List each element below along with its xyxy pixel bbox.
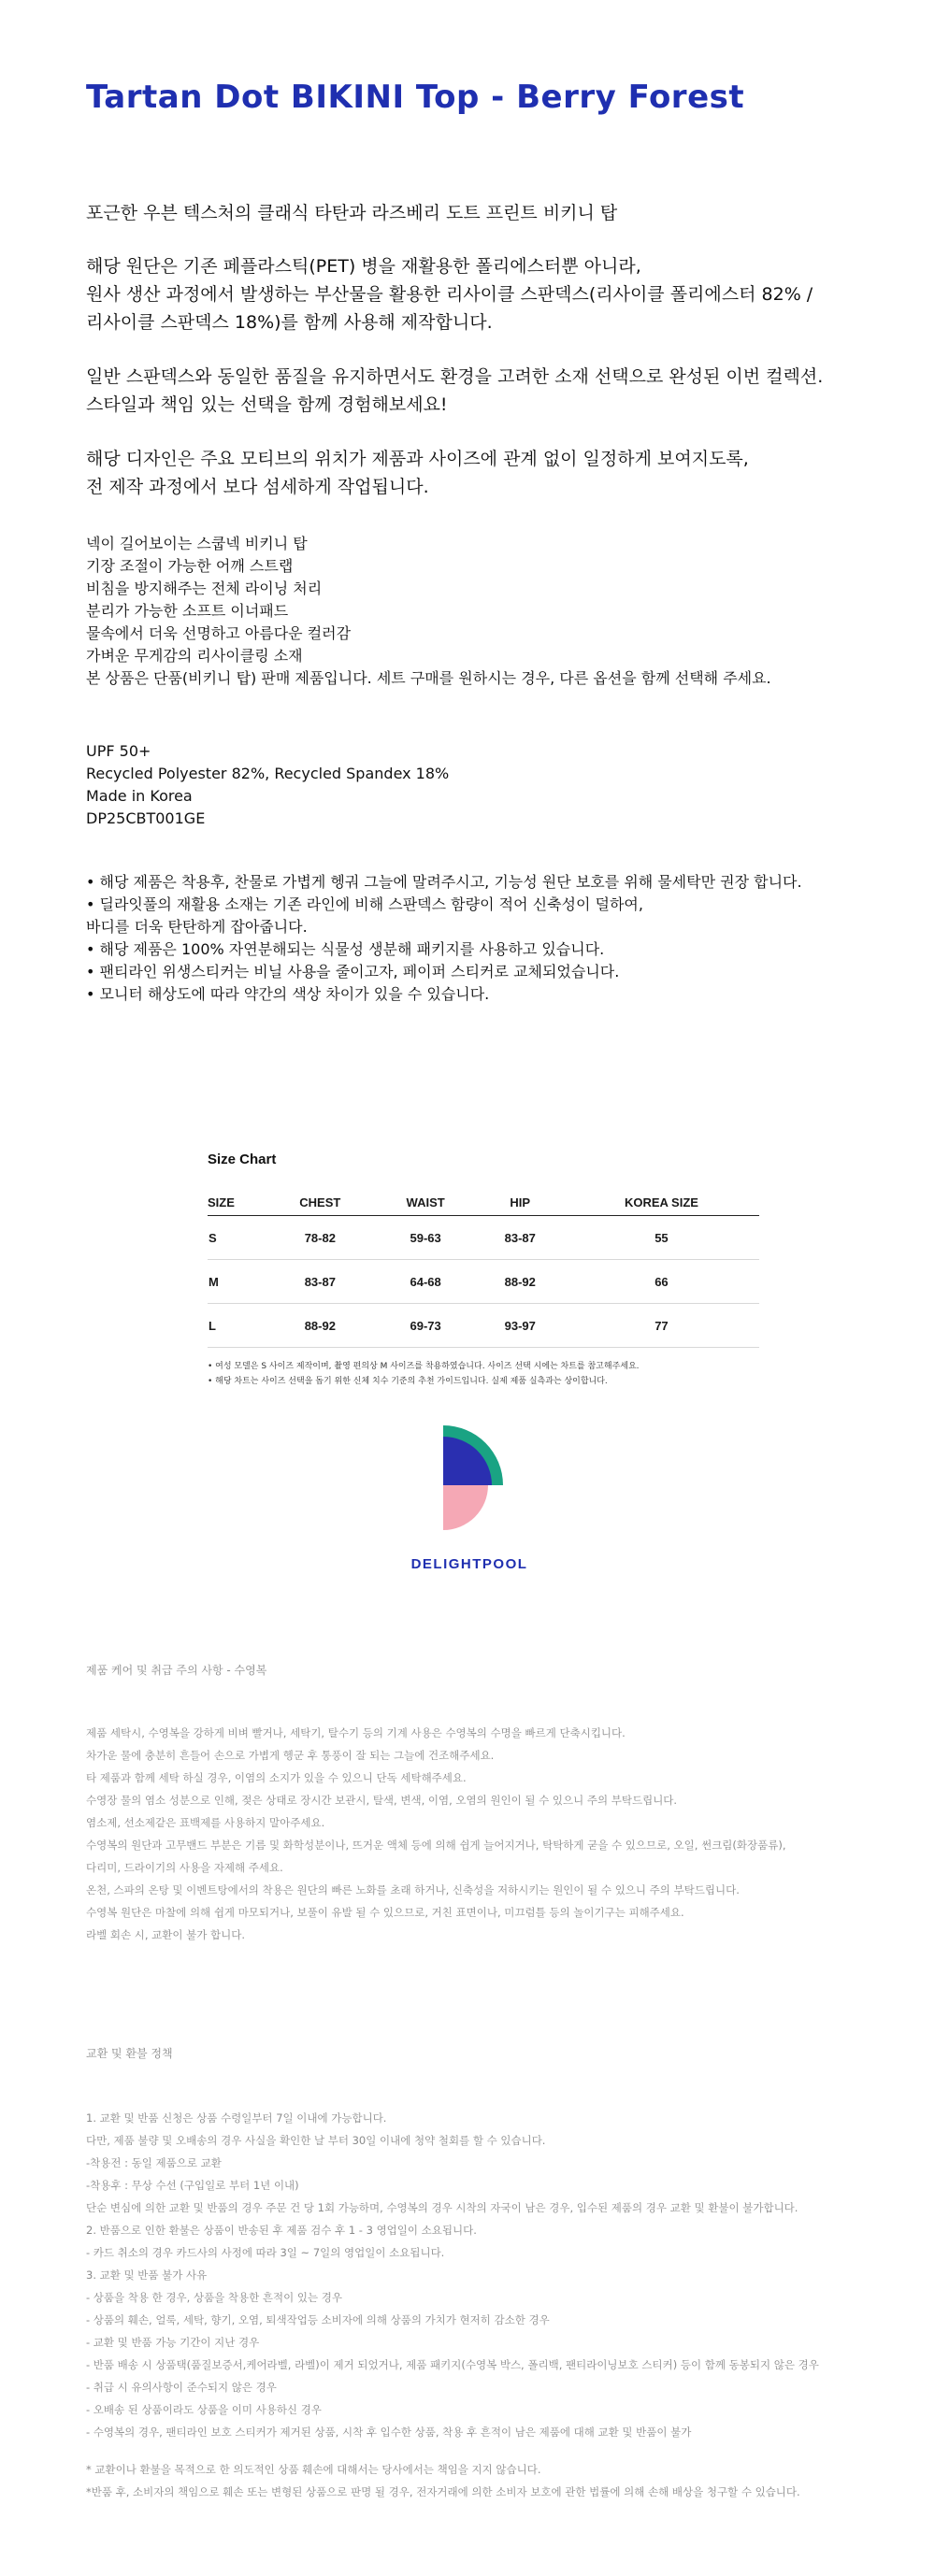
exchange-heading: 교환 및 환불 정책 [86, 2047, 173, 2060]
description-line: 일반 스판덱스와 동일한 품질을 유지하면서도 환경을 고려한 소재 선택으로 완성된 이번 컬렉션. [86, 366, 824, 387]
description-line: 해당 디자인은 주요 모티브의 위치가 제품과 사이즈에 관계 없이 일정하게 보여지도록, [86, 449, 749, 469]
collection-description [86, 363, 823, 419]
table-row [208, 1304, 759, 1348]
care-line: 타 제품과 함께 세탁 하실 경우, 이염의 소지가 있을 수 있으니 단독 세탁해주세요. [86, 1771, 467, 1784]
footer-line: *반품 후, 소비자의 책임으로 훼손 또는 변형된 상품으로 판명 될 경우, 전자거래에 의한 소비자 보호에 관한 법률에 의해 손해 배상을 청구할 수 있습니다. [86, 2485, 800, 2498]
spec-item: Recycled Polyester 82%, Recycled Spandex 18% [86, 765, 450, 782]
description-line: 전 제작 과정에서 보다 섬세하게 작업됩니다. [86, 477, 429, 497]
spec-item: Made in Korea [86, 787, 193, 805]
table-cell: 59-63 [375, 1216, 477, 1260]
column-header: KOREA SIZE [564, 1190, 759, 1216]
care-line: 차가운 물에 충분히 흔들어 손으로 가볍게 헹군 후 통풍이 잘 되는 그늘에 건조해주세요. [86, 1749, 495, 1762]
policy-line: 2. 반품으로 인한 환불은 상품이 반송된 후 제품 검수 후 1 - 3 영업일이 소요됩니다. [86, 2224, 477, 2237]
policy-line: 다만, 제품 불량 및 오배송의 경우 사실을 확인한 날 부터 30일 이내에 청약 철회를 할 수 있습니다. [86, 2134, 546, 2147]
table-row [208, 1260, 759, 1304]
care-line: 수영복 원단은 마찰에 의해 쉽게 마모되거나, 보풀이 유발 될 수 있으므로, 거친 표면이나, 미끄럼틀 등의 놀이기구는 피해주세요. [86, 1906, 684, 1919]
policy-line: - 취급 시 유의사항이 준수되지 않은 경우 [86, 2381, 277, 2394]
description-line: 원사 생산 과정에서 발생하는 부산물을 활용한 리사이클 스판덱스(리사이클 폴리에스터 82% / [86, 284, 813, 305]
policy-line: -착용후 : 무상 수선 (구입일로 부터 1년 이내) [86, 2179, 299, 2192]
table-cell: 93-97 [477, 1304, 564, 1348]
table-cell: 88-92 [266, 1304, 375, 1348]
notice-item: • 해당 제품은 100% 자연분해되는 식물성 생분해 패키지를 사용하고 있습니다. [86, 940, 605, 958]
logo-mark-icon [413, 1425, 525, 1547]
policy-line: - 상품의 훼손, 얼룩, 세탁, 향기, 오염, 퇴색작업등 소비자에 의해 상품의 가치가 현저히 감소한 경우 [86, 2313, 550, 2326]
notice-list [86, 871, 802, 1006]
policy-line: -착용전 : 동일 제품으로 교환 [86, 2156, 222, 2169]
column-header: SIZE [208, 1190, 266, 1216]
size-note: • 해당 차트는 사이즈 선택을 돕기 위한 신체 치수 기준의 추천 가이드입니다. 실제 제품 실측과는 상이합니다. [208, 1377, 608, 1386]
size-chart-title: Size Chart [208, 1152, 277, 1167]
table-cell: 66 [564, 1260, 759, 1304]
table-cell: 69-73 [375, 1304, 477, 1348]
column-header: WAIST [375, 1190, 477, 1216]
feature-item: 본 상품은 단품(비키니 탑) 판매 제품입니다. 세트 구매를 원하시는 경우, 다른 옵션을 함께 선택해 주세요. [86, 669, 771, 687]
table-cell: 83-87 [477, 1216, 564, 1260]
policy-line: - 오배송 된 상품이라도 상품을 이미 사용하신 경우 [86, 2403, 322, 2416]
footer-line: * 교환이나 환불을 목적으로 한 의도적인 상품 훼손에 대해서는 당사에서는 책임을 지지 않습니다. [86, 2463, 541, 2476]
care-line: 수영장 물의 염소 성분으로 인해, 젖은 상태로 장시간 보관시, 탈색, 변색, 이염, 오염의 원인이 될 수 있으니 주의 부탁드립니다. [86, 1794, 678, 1807]
feature-list [86, 533, 771, 690]
notice-item: 바디를 더욱 탄탄하게 잡아줍니다. [86, 918, 308, 936]
table-cell: 77 [564, 1304, 759, 1348]
policy-line: - 상품을 착용 한 경우, 상품을 착용한 흔적이 있는 경우 [86, 2291, 342, 2304]
design-description [86, 445, 749, 501]
policy-line: 단순 변심에 의한 교환 및 반품의 경우 주문 건 당 1회 가능하며, 수영복의 경우 시착의 자국이 남은 경우, 입수된 제품의 경우 교환 및 환불이 불가합니다. [86, 2201, 798, 2214]
description-line: 해당 원단은 기존 페플라스틱(PET) 병을 재활용한 폴리에스터뿐 아니라, [86, 256, 641, 277]
care-line: 염소제, 선소제같은 표백제를 사용하지 말아주세요. [86, 1816, 325, 1829]
notice-item: • 모니터 해상도에 따라 약간의 색상 차이가 있을 수 있습니다. [86, 985, 490, 1003]
care-line: 수영복의 원단과 고무밴드 부분은 기름 및 화학성분이나, 뜨거운 액체 등에 의해 쉽게 늘어지거나, 탁탁하게 굳을 수 있으므로, 오일, 썬크림(화장품류), [86, 1839, 786, 1852]
care-instructions [86, 1722, 785, 1946]
exchange-policy [86, 2107, 819, 2443]
spec-item: DP25CBT001GE [86, 809, 206, 827]
table-row [208, 1216, 759, 1260]
policy-line: 3. 교환 및 반품 불가 사유 [86, 2268, 208, 2282]
intro-line: 포근한 우븐 텍스처의 클래식 타탄과 라즈베리 도트 프린트 비키니 탑 [86, 203, 618, 223]
brand-logo [385, 1425, 554, 1572]
feature-item: 기장 조절이 가능한 어깨 스트랩 [86, 557, 294, 575]
exchange-footer [86, 2458, 800, 2503]
column-header: HIP [477, 1190, 564, 1216]
feature-item: 물속에서 더욱 선명하고 아름다운 컬러감 [86, 624, 352, 642]
table-cell: 64-68 [375, 1260, 477, 1304]
feature-item: 비침을 방지해주는 전체 라이닝 처리 [86, 580, 323, 597]
care-line: 온천, 스파의 온탕 및 이벤트탕에서의 착용은 원단의 빠른 노화를 초래 하거나, 신축성을 저하시키는 원인이 될 수 있으니 주의 부탁드립니다. [86, 1883, 740, 1896]
feature-item: 분리가 가능한 소프트 이너패드 [86, 602, 289, 620]
policy-line: - 반품 배송 시 상품택(품질보증서,케어라벨, 라벨)이 제거 되었거나, 제품 패키지(수영복 박스, 폴리백, 팬티라이닝보호 스티커) 등이 함께 동봉되지 않은 경우 [86, 2358, 819, 2371]
size-chart [208, 1152, 759, 1389]
care-heading: 제품 케어 및 취급 주의 사항 - 수영복 [86, 1664, 267, 1677]
table-cell: 88-92 [477, 1260, 564, 1304]
column-header: CHEST [266, 1190, 375, 1216]
care-line: 라벨 회손 시, 교환이 불가 합니다. [86, 1928, 246, 1941]
spec-item: UPF 50+ [86, 742, 151, 760]
description-line: 스타일과 책임 있는 선택을 함께 경험해보세요! [86, 394, 448, 415]
intro-text [86, 199, 617, 227]
description-line: 리사이클 스판덱스 18%)를 함께 사용해 제작합니다. [86, 312, 493, 333]
fabric-description [86, 252, 813, 336]
size-note: • 여성 모델은 S 사이즈 제작이며, 촬영 편의상 M 사이즈를 착용하였습니다. 사이즈 선택 시에는 차트를 참고해주세요. [208, 1362, 640, 1371]
table-cell: 83-87 [266, 1260, 375, 1304]
notice-item: • 팬티라인 위생스티커는 비닐 사용을 줄이고자, 페이퍼 스티커로 교체되었습니다. [86, 963, 620, 980]
size-table [208, 1190, 759, 1348]
feature-item: 가벼운 무게감의 리사이클링 소재 [86, 647, 303, 665]
table-cell: L [208, 1304, 266, 1348]
size-table-header [208, 1190, 759, 1216]
table-cell: M [208, 1260, 266, 1304]
care-line: 제품 세탁시, 수영복을 강하게 비벼 빨거나, 세탁기, 탈수기 등의 기계 사용은 수영복의 수명을 빠르게 단축시킵니다. [86, 1726, 626, 1739]
product-title: Tartan Dot BIKINI Top - Berry Forest [86, 79, 745, 116]
brand-name: DELIGHTPOOL [410, 1556, 528, 1572]
policy-line: - 수영복의 경우, 팬티라인 보호 스티커가 제거된 상품, 시착 후 입수한 상품, 착용 후 흔적이 남은 제품에 대해 교환 및 반품이 불가 [86, 2426, 692, 2439]
table-cell: 55 [564, 1216, 759, 1260]
policy-line: - 교환 및 반품 가능 기간이 지난 경우 [86, 2336, 260, 2349]
care-line: 다리미, 드라이기의 사용을 자제해 주세요. [86, 1861, 283, 1874]
feature-item: 넥이 길어보이는 스쿱넥 비키니 탑 [86, 535, 308, 552]
notice-item: • 해당 제품은 착용후, 찬물로 가볍게 헹궈 그늘에 말려주시고, 기능성 원단 보호를 위해 물세탁만 권장 합니다. [86, 873, 802, 891]
policy-line: 1. 교환 및 반품 신청은 상품 수령일부터 7일 이내에 가능합니다. [86, 2111, 387, 2125]
policy-line: - 카드 취소의 경우 카드사의 사정에 따라 3일 ~ 7일의 영업일이 소요됩니다. [86, 2246, 445, 2259]
size-chart-notes [208, 1359, 759, 1389]
table-cell: S [208, 1216, 266, 1260]
notice-item: • 딜라잇풀의 재활용 소재는 기존 라인에 비해 스판덱스 함량이 적어 신축성이 덜하여, [86, 895, 643, 913]
spec-list [86, 740, 449, 830]
table-cell: 78-82 [266, 1216, 375, 1260]
